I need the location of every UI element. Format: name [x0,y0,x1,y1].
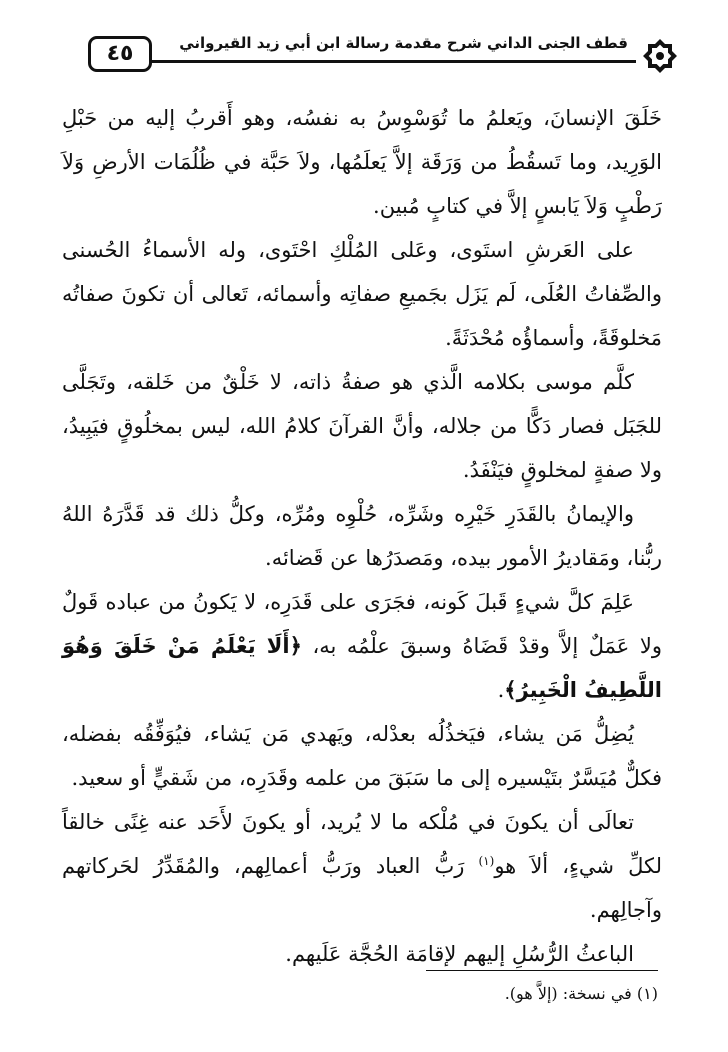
running-title: قطف الجنى الداني شرح مقدمة رسالة ابن أبي زيد القيرواني [175,34,632,52]
main-text [62,96,662,976]
paragraph: خَلَقَ الإنسانَ، ويَعلمُ ما تُوَسْوِسُ به نفسُه، وهو أَقربُ إليه من حَبْلِ الوَرِيد، وما تَسقُطُ من وَرَقَة إلاَّ يَعلَمُها، ولاَ حَبَّة في ظُلُمَات الأرضِ وَلاَ رَطْبٍ وَلاَ يَابسٍ إلاَّ في كتابٍ مُبين. [62,106,662,218]
paragraph: كلَّم موسى بكلامه الَّذي هو صفةُ ذاته، لا خَلْقٌ من خَلقه، وتَجَلَّى للجَبَل فصار دَكًّا من جلاله، وأنَّ القرآنَ كلامُ الله، ليس بمخلُوقٍ فيَبِيدُ، ولا صفةٍ لمخلوقٍ فيَنْفَدُ. [62,370,662,482]
page-header [88,32,680,76]
paragraph: الباعثُ الرُّسُلِ إليهم لإقامَة الحُجَّة عَلَيهم. [285,942,634,966]
footnote [98,984,658,1003]
paragraph: على العَرشِ استَوى، وعَلى المُلْكِ احْتَوى، وله الأسماءُ الحُسنى والصِّفاتُ العُلَى، لَم يَزَل بجَميعِ صفاتِه وأسمائه، تَعالى أن تكونَ صفاتُه مَخلوقَةً، وأسماؤُه مُحْدَثَةً. [62,238,662,350]
paragraph-text: تعالَى أن يكونَ في مُلْكه ما لا يُريد، أو يكونَ لأَحَد عنه غِنًى خالقاً لكلِّ شيءٍ، ألاَ هو [62,810,662,878]
quran-verse: أَلَا يَعْلَمُ مَنْ خَلَقَ وَهُوَ اللَّطِيفُ الْخَبِيرُ [62,634,662,702]
footnote-text: في نسخة: (إلاَّ هو). [504,984,632,1003]
paragraph: والإيمانُ بالقَدَرِ خَيْرِه وشَرِّه، حُلْوِه ومُرِّه، وكلُّ ذلك قد قَدَّرَهُ اللهُ ربُّنا، ومَقاديرُ الأمور بيده، ومَصدَرُها عن قَضائه. [62,502,662,570]
paragraph: يُضِلُّ مَن يشاء، فيَخذُلُه بعدْله، ويَهدي مَن يَشاء، فيُوَفِّقُه بفضله، فكلٌّ مُيَسَّرٌ بتَيْسيره إلى ما سَبَقَ من علمه وقَدَرِه، من شَقيٍّ أو سعيد. [62,722,662,790]
verse-bracket-close: ﴾ [504,677,517,702]
paragraph-text: رَبُّ العباد ورَبُّ أعمالِهم، والمُقَدِّرُ لحَركاتهم وآجالِهم. [62,854,662,922]
page-number: ٤٥ [88,36,152,72]
paragraph-text: عَلِمَ كلَّ شيءٍ قَبلَ كَونه، فجَرَى على قَدَرِه، لا يَكونُ من عباده قَولٌ ولا عَمَلٌ إلاَّ وقدْ قَضَاهُ وسبقَ علْمُه به، [62,590,662,658]
header-rule [146,60,636,63]
paragraph-with-footnote [62,800,662,932]
footnote-divider [426,970,658,971]
paragraph-end: . [497,678,505,702]
verse-bracket-open: ﴿ [289,633,302,658]
eight-point-star-icon [640,36,680,76]
footnote-marker: (١) [636,984,658,1003]
footnote-ref[interactable]: (١) [478,854,495,868]
paragraph-with-verse [62,580,662,712]
